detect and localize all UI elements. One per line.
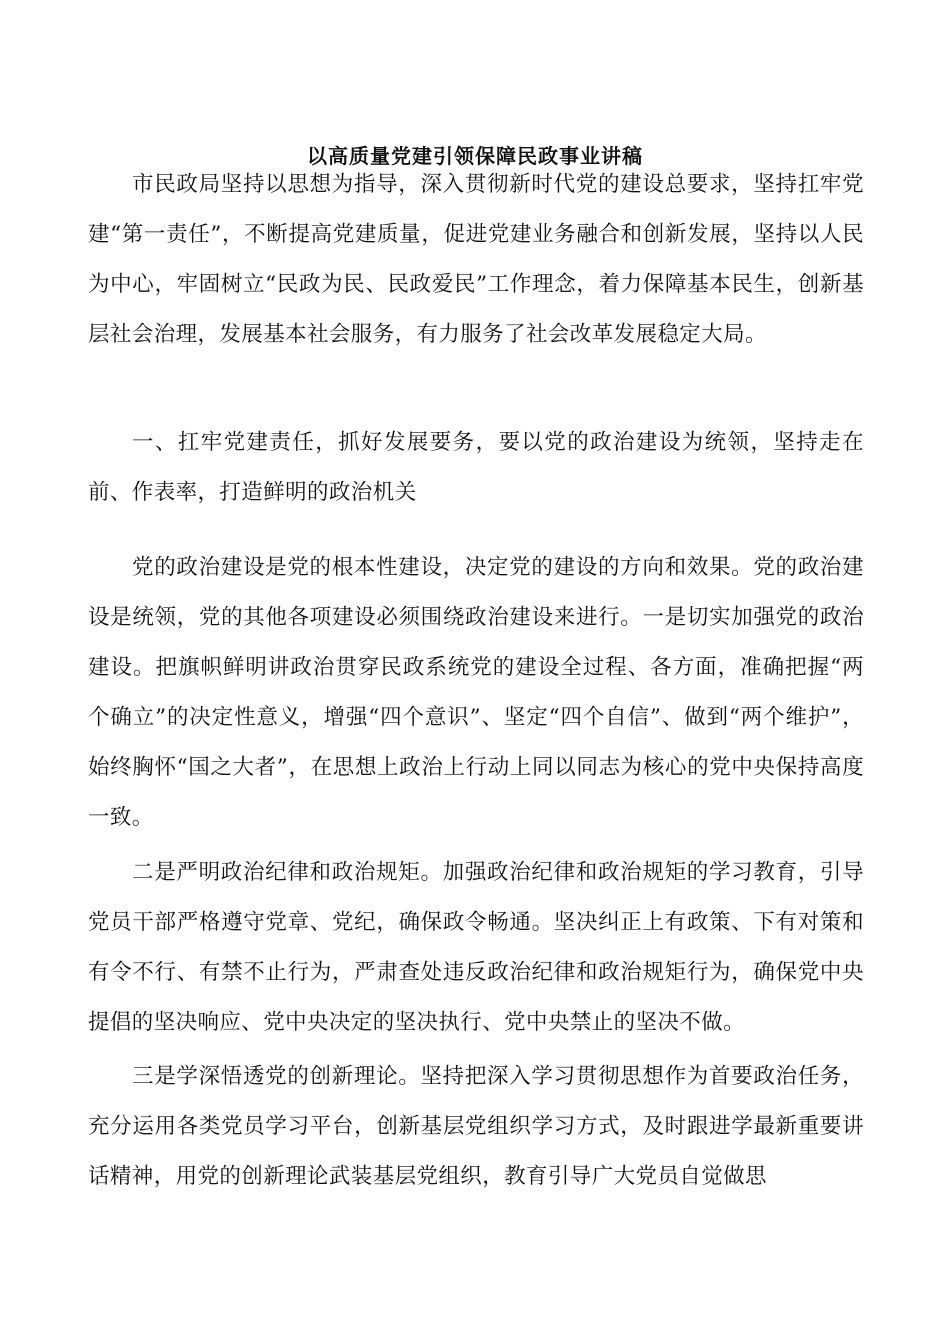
section-heading-one: 一、扛牢党建责任，抓好发展要务，要以党的政治建设为统领，坚持走在前、作表率，打造鲜明的政治机关 <box>88 430 864 505</box>
paragraph-intro: 市民政局坚持以思想为指导，深入贯彻新时代党的建设总要求，坚持扛牢党建“第一责任”，不断提高党建质量，促进党建业务融合和创新发展，坚持以人民为中心，牢固树立“民政为民、民政爱民”工作理念，着力保障基本民生，创新基层社会治理，发展基本社会服务，有力服务了社会改革发展稳定大局。 <box>88 172 864 347</box>
document-title: 以高质量党建引领保障民政事业讲稿 <box>307 144 643 168</box>
paragraph-theory: 三是学深悟透党的创新理论。坚持把深入学习贯彻思想作为首要政治任务，充分运用各类党员学习平台，创新基层党组织学习方式，及时跟进学最新重要讲话精神，用党的创新理论武装基层党组织，教育引导广大党员自觉做思 <box>88 1064 864 1189</box>
paragraph-political-building: 党的政治建设是党的根本性建设，决定党的建设的方向和效果。党的政治建设是统领，党的其他各项建设必须围绕政治建设来进行。一是切实加强党的政治建设。把旗帜鲜明讲政治贯穿民政系统党的建设全过程、各方面，准确把握“两个确立”的决定性意义，增强“四个意识”、坚定“四个自信”、做到“两个维护”，始终胸怀“国之大者”，在思想上政治上行动上同以同志为核心的党中央保持高度一致。 <box>88 555 864 830</box>
paragraph-discipline: 二是严明政治纪律和政治规矩。加强政治纪律和政治规矩的学习教育，引导党员干部严格遵守党章、党纪，确保政令畅通。坚决纠正上有政策、下有对策和有令不行、有禁不止行为，严肃查处违反政治纪律和政治规矩行为，确保党中央提倡的坚决响应、党中央决定的坚决执行、党中央禁止的坚决不做。 <box>88 860 864 1035</box>
